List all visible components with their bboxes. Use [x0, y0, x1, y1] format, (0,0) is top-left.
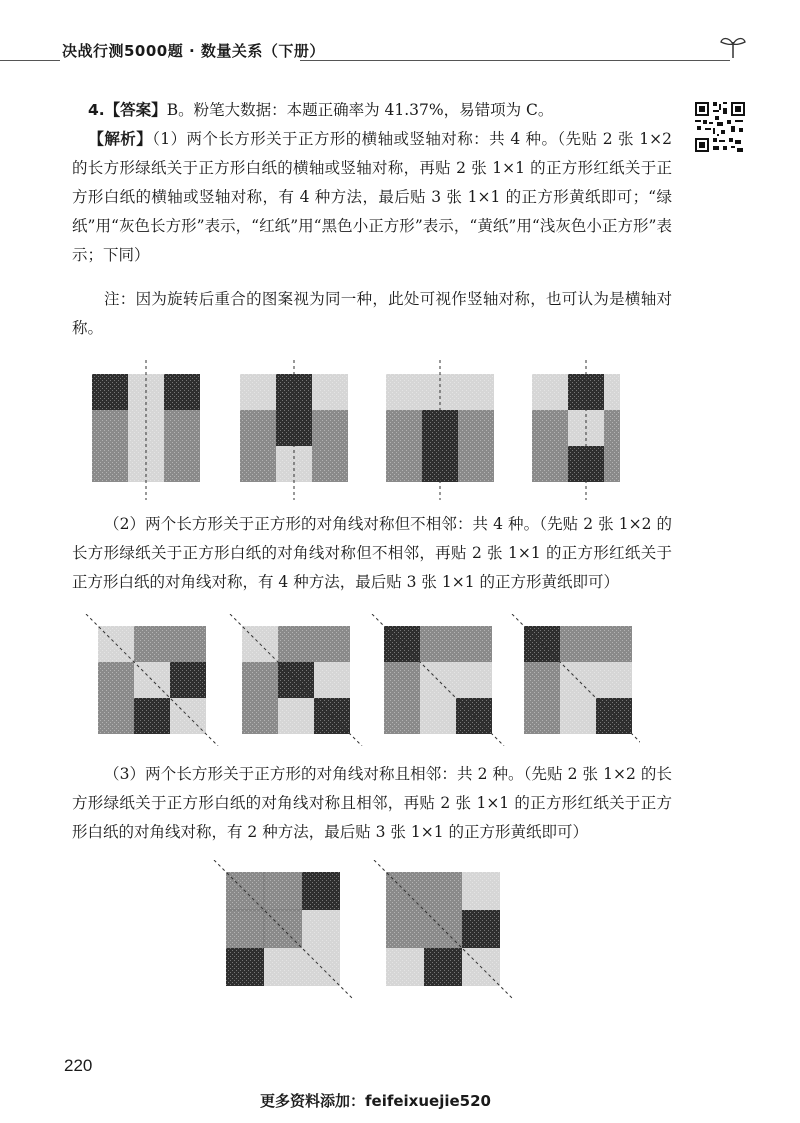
- figure-2b: [230, 614, 362, 746]
- page-number: 220: [64, 1056, 93, 1075]
- figure-2a: [86, 614, 218, 746]
- figure-1b: [240, 360, 348, 500]
- figure-row-axis: [80, 356, 620, 500]
- figure-row-diagonal-apart: [80, 614, 640, 746]
- figure-3a: [214, 860, 352, 998]
- analysis-part1-text: （1）两个长方形关于正方形的横轴或竖轴对称：共 4 种。（先贴 2 张 1×2 的长方形绿纸关于正方形白纸的横轴或竖轴对称，再贴 2 张 1×1 的正方形红纸关于正方形白纸的横轴或竖轴对称，有 4 种方法，最后贴 3 张 1×1 的正方形黄纸即可；“绿纸”用“灰色长方形”表示，“红纸”用“黑色小正方形”表示，“黄纸”用“浅灰色小正方形”表示；下同）: [72, 130, 672, 264]
- sprout-icon: [718, 32, 748, 60]
- answer-text: B。粉笔大数据：本题正确率为 41.37%，易错项为 C。: [166, 101, 554, 119]
- analysis-label: 【解析】: [88, 130, 153, 148]
- analysis-part3: （3）两个长方形关于正方形的对角线对称且相邻：共 2 种。（先贴 2 张 1×2 的长方形绿纸关于正方形白纸的对角线对称且相邻，再贴 2 张 1×1 的正方形红纸关于正方形白纸的对角线对称，有 2 种方法，最后贴 3 张 1×1 的正方形黄纸即可）: [72, 765, 672, 841]
- figure-3b: [374, 860, 512, 998]
- analysis-note: 注：因为旋转后重合的图案视为同一种，此处可视作竖轴对称，也可认为是横轴对称。: [72, 290, 672, 337]
- figure-1a: [92, 360, 200, 500]
- qr-code-icon: [693, 100, 747, 154]
- figure-1c: [386, 360, 494, 500]
- figure-row-diagonal-adjacent: [212, 860, 532, 1000]
- analysis-part2: （2）两个长方形关于正方形的对角线对称但不相邻：共 4 种。（先贴 2 张 1×2 的长方形绿纸关于正方形白纸的对角线对称但不相邻，再贴 2 张 1×1 的正方形红纸关于正方形白纸的对角线对称，有 4 种方法，最后贴 3 张 1×1 的正方形黄纸即可）: [72, 515, 672, 591]
- figure-2c: [372, 614, 504, 746]
- answer-prefix: 4.【答案】: [88, 101, 167, 119]
- running-header-title: 决战行测5000题 · 数量关系（下册）: [62, 42, 325, 60]
- analysis-part1: [72, 125, 672, 270]
- figure-2d: [512, 614, 640, 746]
- figure-1d: [532, 360, 620, 500]
- header-rule-left: [0, 60, 60, 61]
- footer-text: 更多资料添加：feifeixuejie520: [260, 1092, 491, 1110]
- header-rule-right: [300, 60, 730, 61]
- answer-line: [72, 96, 672, 125]
